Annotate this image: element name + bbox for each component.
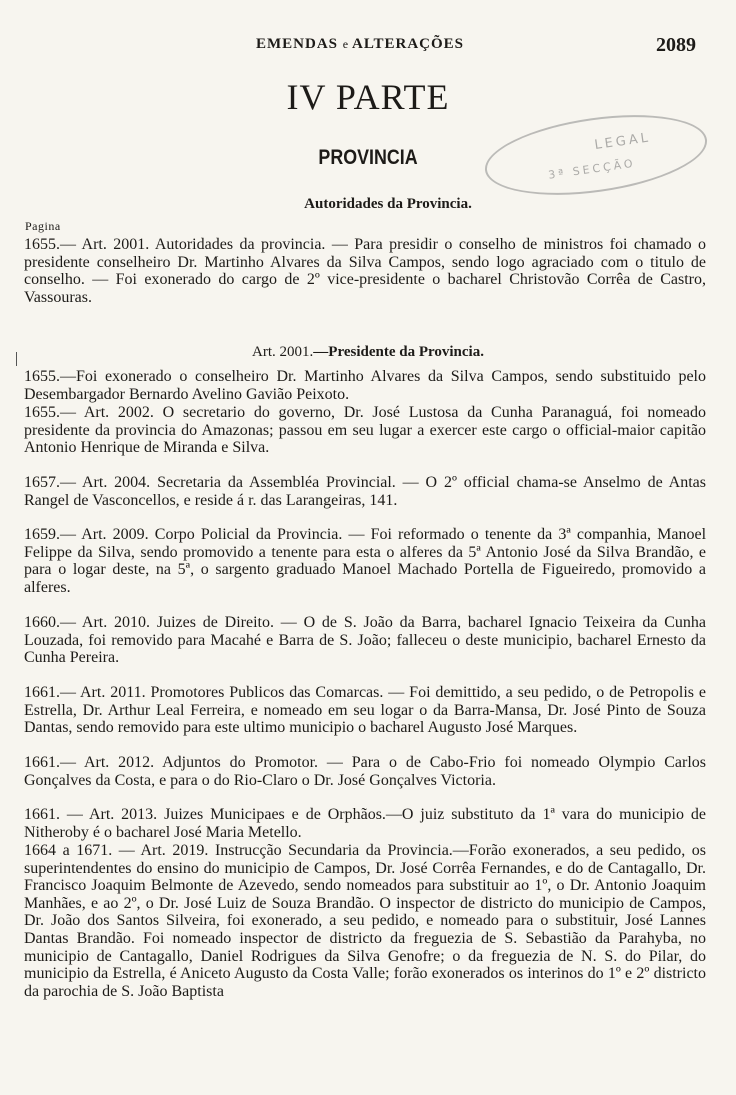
page-number: 2089 bbox=[656, 34, 696, 56]
stamp-line-2: 3ª SECÇÃO bbox=[547, 156, 637, 182]
entry-text: Foi exonerado o conselheiro Dr. Martinho Alvares da Silva Campos, sendo substituido pelo Desembargador Bernardo Avelino Gavião Peixoto. bbox=[24, 368, 706, 403]
entry-ref: 1661. — Art. 2013. bbox=[24, 806, 158, 823]
entry-ref: 1664 a 1671. — Art. 2019. bbox=[24, 842, 209, 859]
page-column-label: Pagina bbox=[25, 219, 61, 233]
running-head bbox=[256, 36, 464, 53]
subsection-title: Autoridades da Provincia. bbox=[304, 196, 472, 212]
entry-text: Adjuntos do Promotor. — Para o de Cabo-Frio foi nomeado Olympio Carlos Gonçalves da Costa, e para o do Rio-Claro o Dr. José Gonçalves Victoria. bbox=[24, 754, 707, 789]
section-heading-president bbox=[0, 344, 736, 361]
entry-text: Juizes de Direito. — O de S. João da Barra, bacharel Ignacio Teixeira da Cunha Louzada, foi removido para Macahé e Barra de S. João; falleceu o deste municipio, bacharel Ernesto da Cunha Pereira. bbox=[24, 614, 707, 667]
entry-ref: 1659.— Art. 2009. bbox=[24, 526, 149, 543]
part-title: IV PARTE bbox=[286, 77, 450, 117]
entry-8 bbox=[24, 754, 706, 789]
entry-4 bbox=[24, 474, 706, 509]
running-head-right: ALTERAÇÕES bbox=[352, 36, 465, 52]
entry-3 bbox=[24, 404, 706, 457]
entry-ref: 1655.— Art. 2001. bbox=[24, 236, 150, 253]
entry-text: Autoridades da provincia. — Para presidir o conselho de ministros foi chamado o presidente conselheiro Dr. Martinho Alvares da Silva Campos, sendo logo agraciado com o titulo de conselho. — Foi exonerado do cargo de 2º vice-presidente o bacharel Christovão Corrêa de Castro, Vassouras. bbox=[24, 236, 706, 306]
entry-text: Juizes Municipaes e de Orphãos.—O juiz substituto da 1ª vara do municipio de Nitheroby é o bacharel José Maria Metello. bbox=[24, 806, 707, 841]
entry-7 bbox=[24, 684, 706, 737]
entry-ref: 1661.— Art. 2011. bbox=[24, 684, 146, 701]
entry-10 bbox=[24, 842, 706, 1000]
margin-mark bbox=[16, 352, 17, 366]
stamp-line-1: LEGAL bbox=[593, 130, 652, 154]
entry-6 bbox=[24, 614, 706, 667]
entry-ref: 1660.— Art. 2010. bbox=[24, 614, 151, 631]
entry-text: Secretaria da Assembléa Provincial. — O 2º official chama-se Anselmo de Antas Rangel de Vasconcellos, e reside á r. das Larangeiras, 141. bbox=[24, 474, 707, 509]
entry-1 bbox=[24, 236, 706, 306]
entry-text: Corpo Policial da Provincia. — Foi reformado o tenente da 3ª companhia, Manoel Felippe da Silva, sendo promovido a tenente para esta o alferes da 5ª Antonio José da Silva Brandão, e para o logar deste, na 5ª, o sargento graduado Manoel Machado Portella de Figueiredo, promovido a alferes. bbox=[24, 526, 707, 596]
entry-text: O secretario do governo, Dr. José Lustosa da Cunha Paranaguá, foi nomeado presidente da provincia do Amazonas; passou em seu lugar a exercer este cargo o official-maior capitão Antonio Henrique de Miranda e Silva. bbox=[24, 404, 707, 457]
entry-ref: 1661.— Art. 2012. bbox=[24, 754, 155, 771]
entry-5 bbox=[24, 526, 706, 596]
heading-art: Art. 2001. bbox=[252, 344, 314, 360]
running-head-mid: e bbox=[342, 37, 349, 51]
running-head-left: EMENDAS bbox=[256, 36, 339, 52]
entry-ref: 1655.— bbox=[24, 368, 76, 385]
entry-ref: 1655.— Art. 2002. bbox=[24, 404, 154, 421]
section-title: PROVINCIA bbox=[318, 146, 418, 169]
entry-9 bbox=[24, 806, 706, 841]
entry-ref: 1657.— Art. 2004. bbox=[24, 474, 151, 491]
entry-text: Instrucção Secundaria da Provincia.—Forão exonerados, a seu pedido, os superintendentes do ensino do municipio de Campos, Dr. José Corrêa Fernandes, e do de Cantagallo, Dr. Francisco Joaquim Belmonte de Azevedo, sendo nomeados para substituir ao 1º, o Dr. Antonio Joaquim Manhães, e ao 2º, o Dr. José Luiz de Souza Brandão. O inspector de districto do municipio de Campos, Dr. João dos Santos Silveira, foi exonerado, a seu pedido, e nomeado para o substituir, José Lannes Dantas Brandão. Foi nomeado inspector de districto da freguezia de S. Sebastião da Parahyba, no municipio de Cantagallo, Daniel Rodrigues da Silva Genofre; o da freguezia de N. S. do Pilar, do municipio da Estrella, é Aniceto Augusto da Costa Valle; forão exonerados os interinos do 1º e 2º districto da parochia de S. João Baptista bbox=[24, 842, 707, 1000]
entry-2 bbox=[24, 368, 706, 403]
entry-text: Promotores Publicos das Comarcas. — Foi demittido, a seu pedido, o de Petropolis e Estrella, Dr. Arthur Leal Ferreira, e nomeado em seu logar o da Barra-Mansa, Dr. José Pinto de Souza Dantas, sendo removido para este ultimo municipio o bacharel Augusto José Marques. bbox=[24, 684, 707, 737]
archive-stamp bbox=[480, 103, 712, 207]
heading-title: —Presidente da Provincia. bbox=[313, 344, 484, 360]
